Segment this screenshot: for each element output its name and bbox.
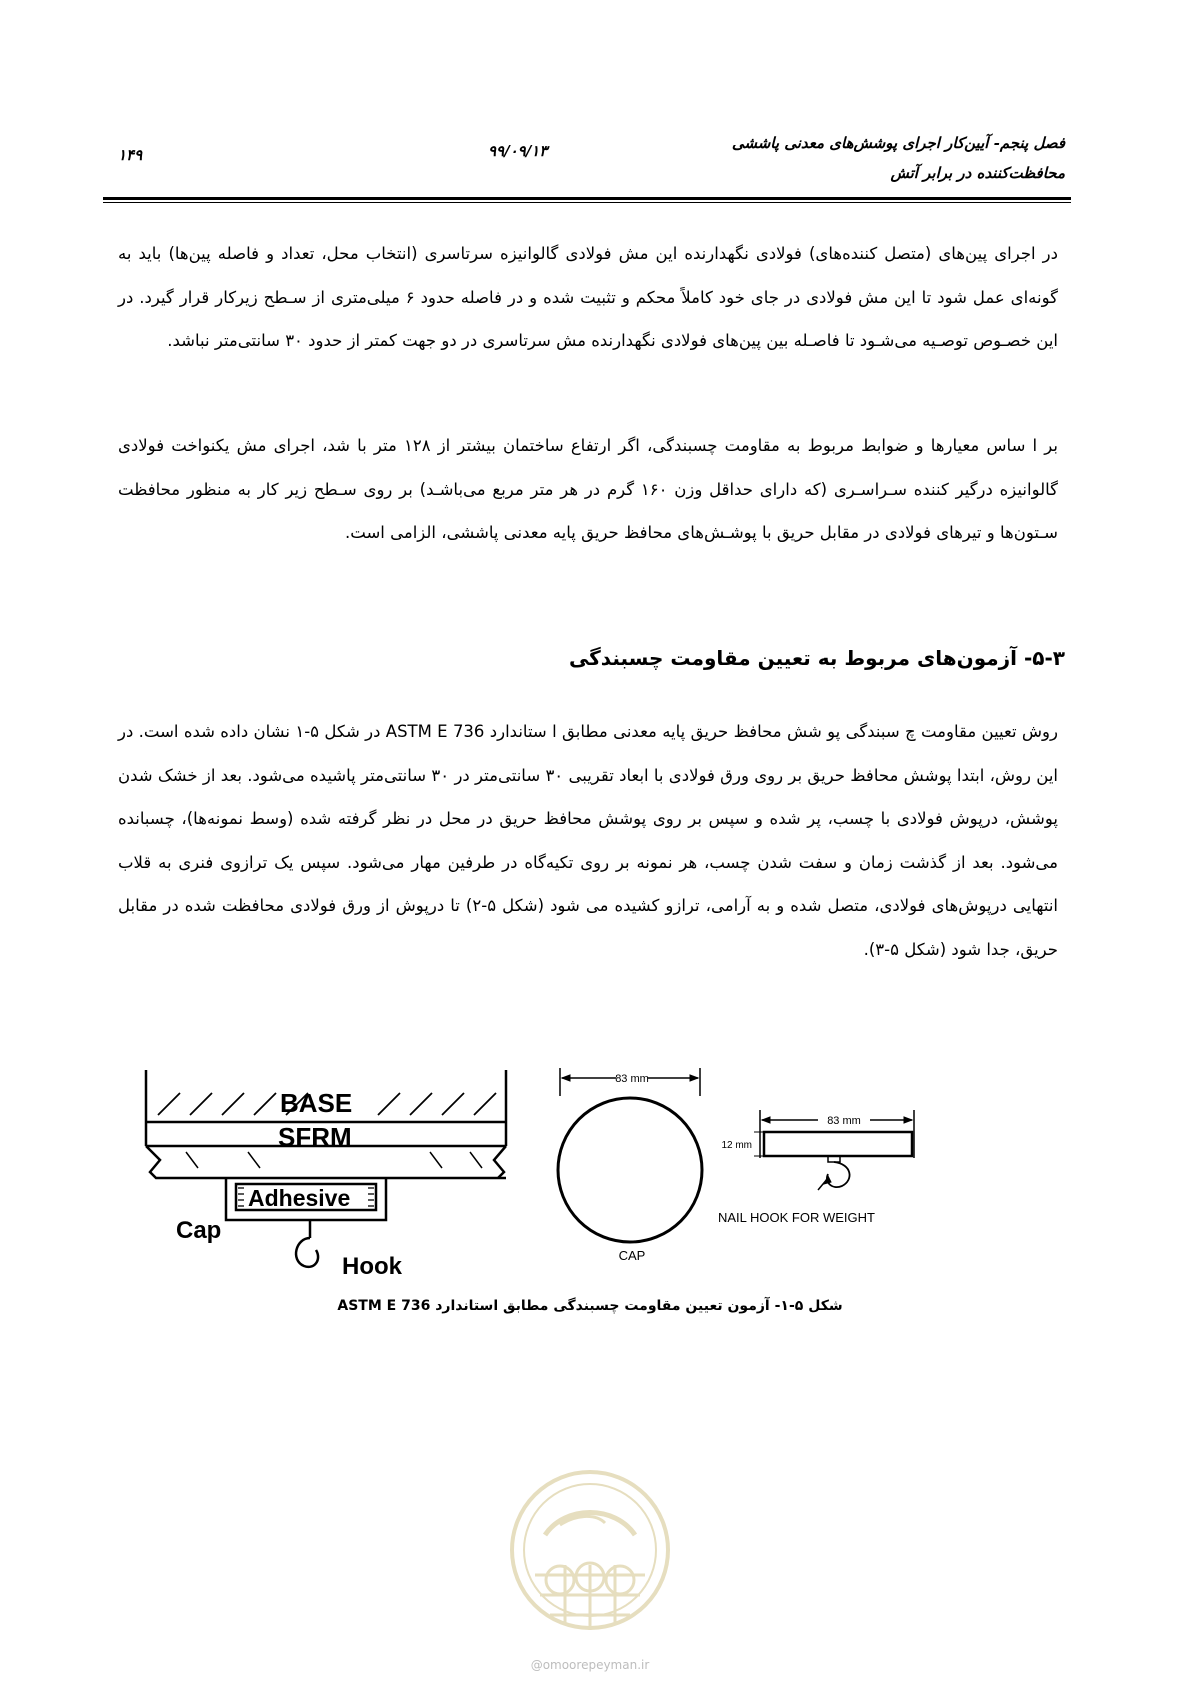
header-date: ۹۹/۰۹/۱۳ — [488, 142, 548, 160]
header-rule — [103, 197, 1071, 200]
dim-diameter: 83 mm — [615, 1073, 649, 1085]
watermark-logo — [505, 1465, 675, 1655]
label-adhesive: Adhesive — [248, 1185, 351, 1211]
chapter-title-line-2: محافظت‌کننده در برابر آتش — [890, 164, 1065, 182]
label-cap-top: CAP — [618, 1248, 646, 1263]
cap-top-view — [558, 1068, 702, 1242]
chapter-title-line-1: فصل پنجم- آیین‌کار اجرای پوشش‌های معدنی پاششی — [731, 134, 1065, 152]
paragraph-pins: در اجرای پین‌های (متصل کننده‌های) فولادی نگهدارنده این مش فولادی گالوانیزه سرتاسری (انتخاب محل، تعداد و فاصله پین‌ها) باید به گونه‌ای عمل شود تا این مش فولادی در جای خود کاملاً محکم و تثبیت شده و در فاصله حدود ۶ میلی‌متری از سـطح زیرکار قرار گیرد. در این خصـوص توصـیه می‌شـود تا فاصـله بین پین‌های فولادی نگهدارنده مش سرتاسری در دو جهت کمتر از حدود ۳۰ سانتی‌متر نباشد. — [118, 244, 1058, 350]
label-base: BASE — [280, 1088, 353, 1118]
adhesion-test-figure — [128, 1060, 1008, 1290]
page-number: ۱۴۹ — [118, 146, 143, 164]
watermark-url: @omoorepeyman.ir — [530, 1658, 650, 1672]
label-cap: Cap — [176, 1217, 222, 1244]
chapter-title — [545, 128, 1065, 188]
dim-length: 83 mm — [827, 1115, 861, 1127]
figure-caption: شکل ۵-۱- آزمون تعیین مقاومت چسبندگی مطابق استاندارد ASTM E 736 — [337, 1298, 843, 1314]
paragraph-mesh-requirement: بر ا ساس معیارها و ضوابط مربوط به مقاومت چسبندگی، اگر ارتفاع ساختمان بیشتر از ۱۲۸ متر با شد، اجرای مش یکنواخت فولادی گالوانیزه درگیر کننده سـراسـری (که دارای حداقل وزن ۱۶۰ گرم در هر متر مربع می‌باشـد) بر روی سـطح زیر کار به منظور محافظت سـتون‌ها و تیرهای فولادی در مقابل حریق با پوشـش‌های محافظ حریق پایه معدنی پاششی، الزامی است. — [118, 436, 1058, 542]
section-heading: ۵-۳- آزمون‌های مربوط به تعیین مقاومت چسبندگی — [568, 646, 1065, 670]
dim-height: 12 mm — [721, 1140, 752, 1151]
paragraph-test-method: روش تعیین مقاومت چ سبندگی پو شش محافظ حریق پایه معدنی مطابق ا ستاندارد ASTM E 736 در شکل ۵-۱ نشان داده شده است. در این روش، ابتدا پوشش محافظ حریق بر روی ورق فولادی با ابعاد تقریبی ۳۰ سانتی‌متر در ۳۰ سانتی‌متر پاشیده می‌شود. بعد از خشک شدن پوشش، درپوش فولادی با چسب، پر شده و سپس بر روی پوشش محافظ حریق در محل در نظر گرفته شده (وسط نمونه‌ها)، چسبانده می‌شود. بعد از گذشت زمان و سفت شدن چسب، هر نمونه بر روی تکیه‌گاه در طرفین مهار می‌شود. سپس یک ترازوی فنری به قلاب انتهایی درپوش‌های فولادی، متصل شده و به آرامی، ترازو کشیده می شود (شکل ۵-۲) تا درپوش از ورق فولادی محافظت شده در مقابل حریق، جدا شود (شکل ۵-۳). — [118, 722, 1058, 959]
label-nail-hook: NAIL HOOK FOR WEIGHT — [718, 1210, 875, 1225]
label-hook: Hook — [342, 1253, 402, 1280]
header-rule-thin — [103, 202, 1071, 203]
label-sfrm: SFRM — [278, 1122, 352, 1152]
